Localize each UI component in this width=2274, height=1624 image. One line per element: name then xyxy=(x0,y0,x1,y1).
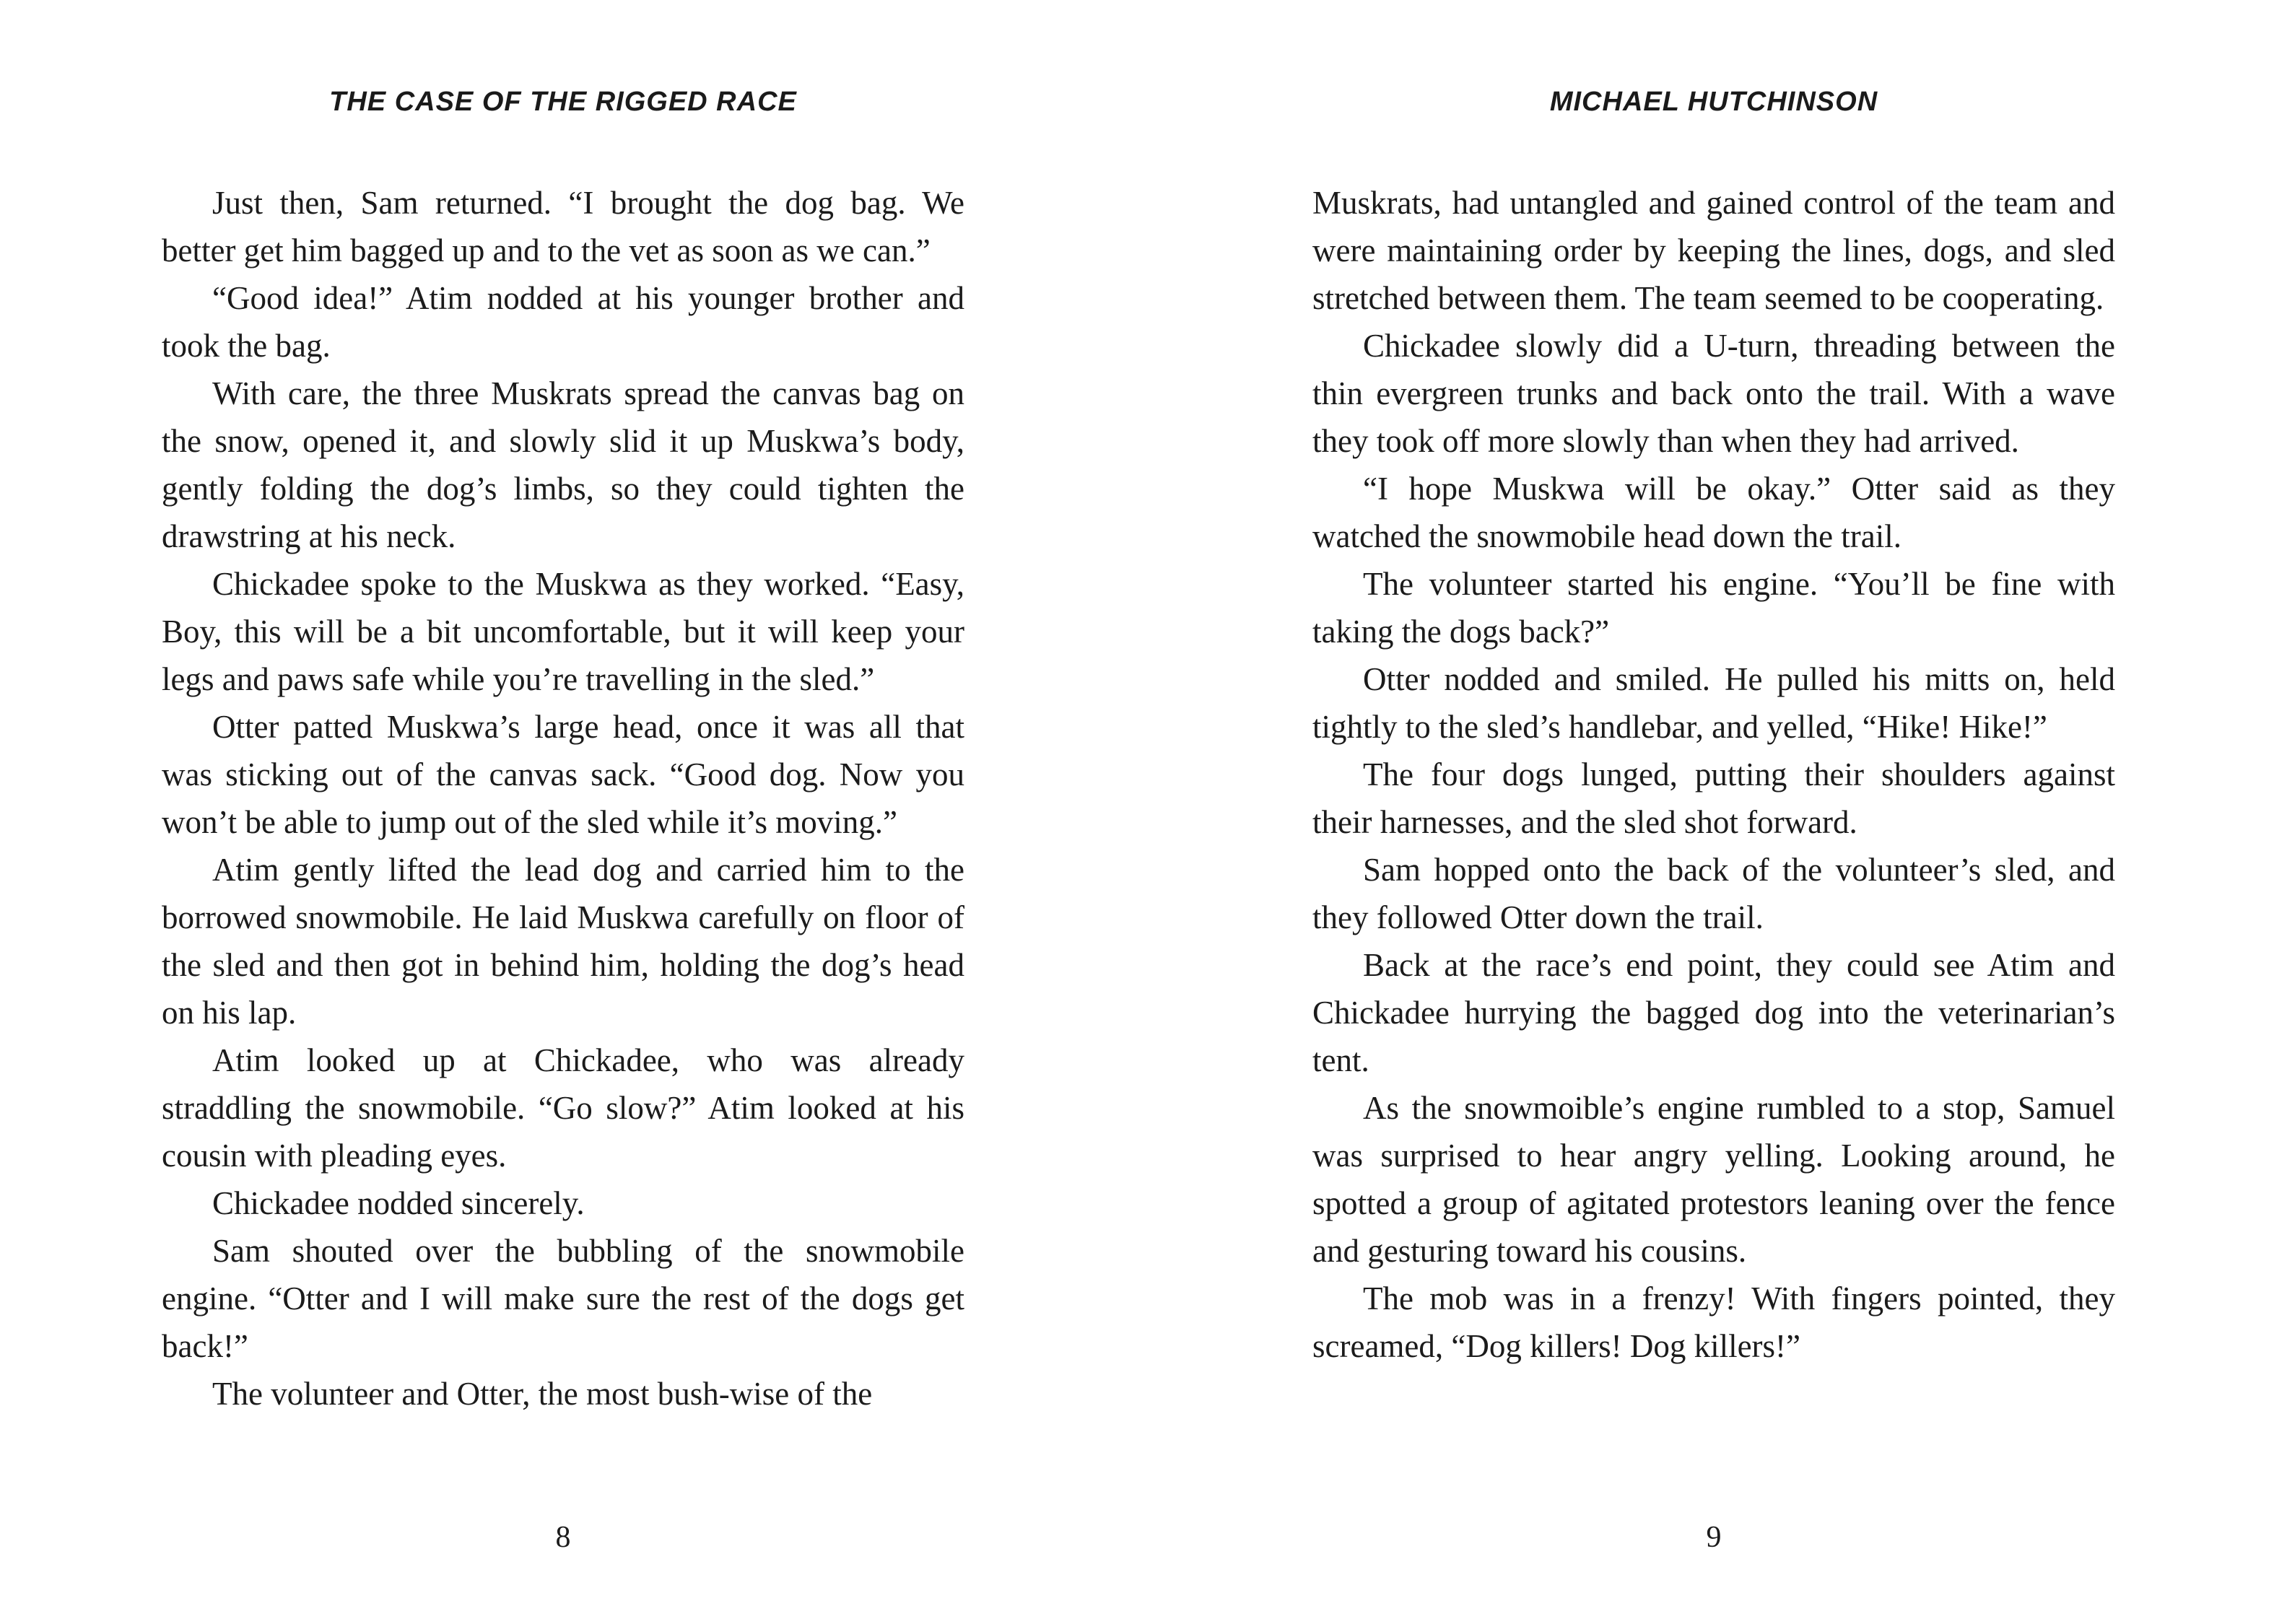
paragraph: Sam shouted over the bubbling of the snowmobile engine. “Otter and I will make sure the rest of the dogs get back!” xyxy=(162,1233,964,1364)
paragraph: Chickadee slowly did a U-turn, threading between the thin evergreen trunks and back onto the trail. With a wave they took off more slowly than when they had arrived. xyxy=(1312,328,2115,459)
paragraph: Otter patted Muskwa’s large head, once it was all that was sticking out of the canvas sack. “Good dog. Now you won’t be able to jump out of the sled while it’s moving.” xyxy=(162,709,964,840)
right-page xyxy=(1312,0,2115,1624)
paragraph: The mob was in a frenzy! With fingers pointed, they screamed, “Dog killers! Dog killers!” xyxy=(1312,1280,2115,1364)
right-page-body-text xyxy=(1312,179,2115,1370)
left-page xyxy=(162,0,964,1624)
page-number-left: 8 xyxy=(555,1521,571,1554)
paragraph: The volunteer and Otter, the most bush-wise of the xyxy=(212,1376,873,1412)
left-page-body-text xyxy=(162,179,964,1418)
paragraph: Just then, Sam returned. “I brought the dog bag. We better get him bagged up and to the vet as soon as we can.” xyxy=(162,185,964,269)
paragraph: Sam hopped onto the back of the volunteer’s sled, and they followed Otter down the trail. xyxy=(1312,852,2115,935)
running-head-book-title: THE CASE OF THE RIGGED RACE xyxy=(329,87,797,117)
paragraph: Muskrats, had untangled and gained control of the team and were maintaining order by keeping the lines, dogs, and sled stretched between them. The team seemed to be cooperating. xyxy=(1312,185,2115,316)
paragraph: With care, the three Muskrats spread the canvas bag on the snow, opened it, and slowly slid it up Muskwa’s body, gently folding the dog’s limbs, so they could tighten the drawstring at his neck. xyxy=(162,375,964,554)
paragraph: Atim gently lifted the lead dog and carried him to the borrowed snowmobile. He laid Muskwa carefully on floor of the sled and then got in behind him, holding the dog’s head on his lap. xyxy=(162,852,964,1031)
running-head-author-name: MICHAEL HUTCHINSON xyxy=(1549,87,1878,117)
paragraph: Chickadee nodded sincerely. xyxy=(212,1185,585,1221)
paragraph: As the snowmoible’s engine rumbled to a stop, Samuel was surprised to hear angry yelling. Looking around, he spotted a group of agitated protestors leaning over the fence and gesturing toward his cousins. xyxy=(1312,1090,2115,1269)
paragraph: The volunteer started his engine. “You’ll be fine with taking the dogs back?” xyxy=(1312,566,2115,650)
paragraph: The four dogs lunged, putting their shoulders against their harnesses, and the sled shot forward. xyxy=(1312,756,2115,840)
paragraph: Atim looked up at Chickadee, who was already straddling the snowmobile. “Go slow?” Atim looked at his cousin with pleading eyes. xyxy=(162,1042,964,1174)
paragraph: “I hope Muskwa will be okay.” Otter said as they watched the snowmobile head down the trail. xyxy=(1312,471,2115,554)
paragraph: “Good idea!” Atim nodded at his younger brother and took the bag. xyxy=(162,280,964,364)
paragraph: Otter nodded and smiled. He pulled his mitts on, held tightly to the sled’s handlebar, and yelled, “Hike! Hike!” xyxy=(1312,661,2115,745)
page-number-right: 9 xyxy=(1706,1521,1722,1554)
paragraph: Chickadee spoke to the Muskwa as they worked. “Easy, Boy, this will be a bit uncomfortable, but it will keep your legs and paws safe while you’re travelling in the sled.” xyxy=(162,566,964,697)
paragraph: Back at the race’s end point, they could see Atim and Chickadee hurrying the bagged dog into the veterinarian’s tent. xyxy=(1312,947,2115,1078)
